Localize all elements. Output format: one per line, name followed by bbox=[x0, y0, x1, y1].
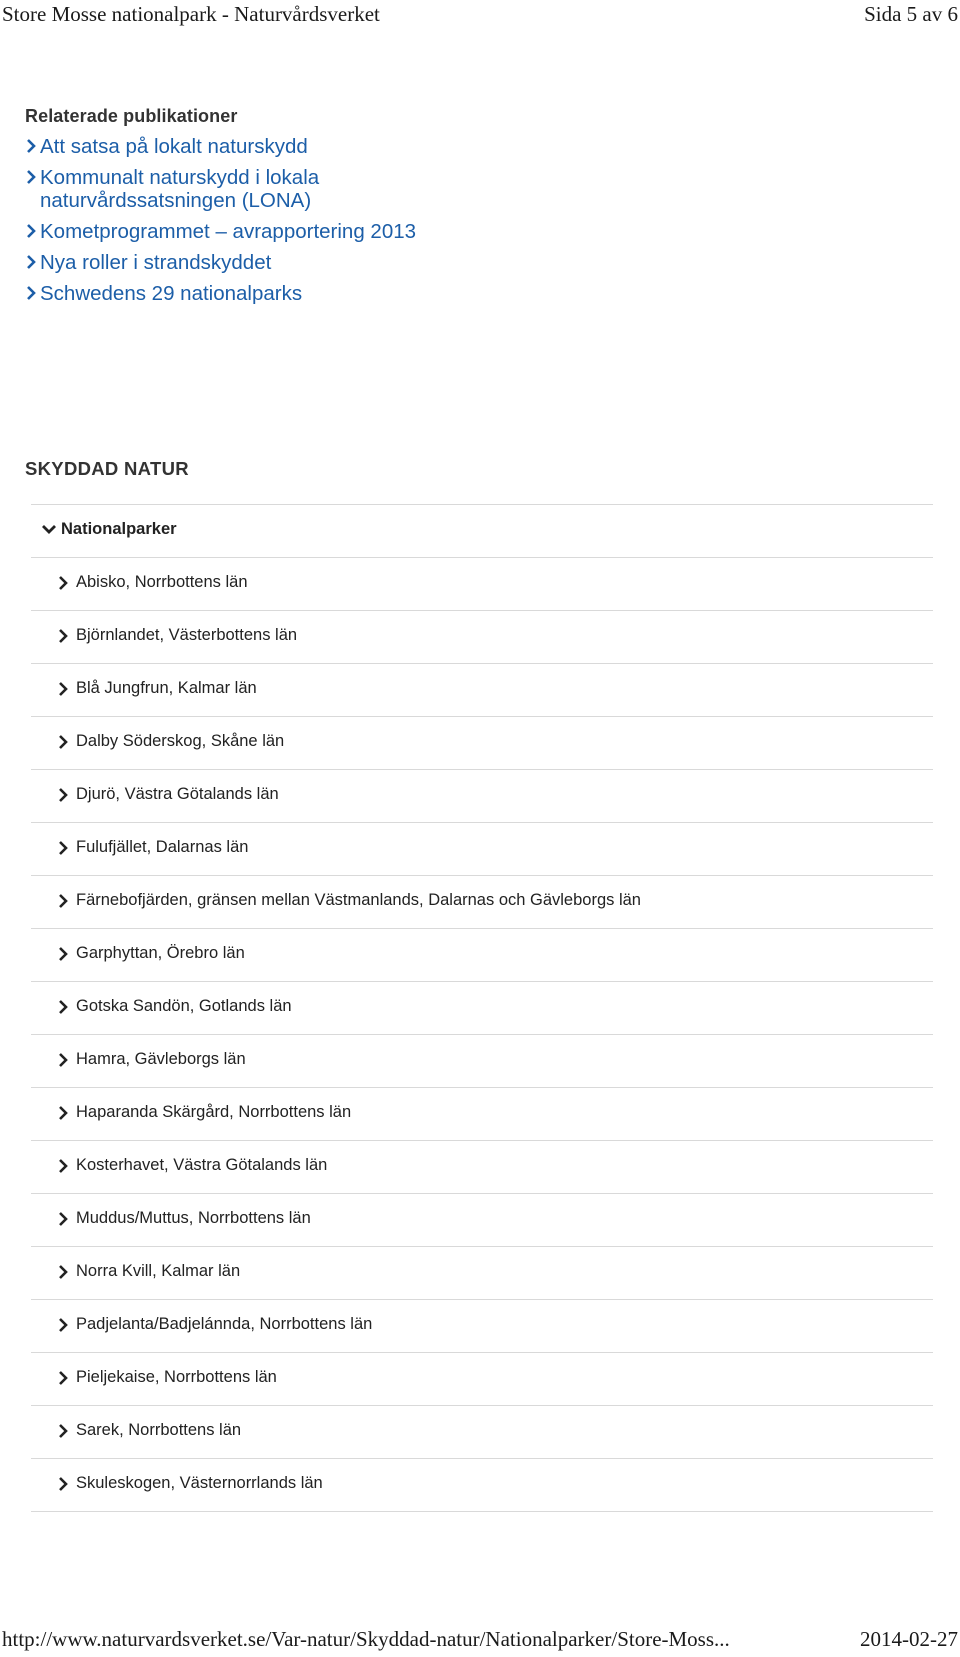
page-url: http://www.naturvardsverket.se/Var-natur/Skyddad-natur/Nationalparker/Store-Moss... bbox=[2, 1627, 730, 1651]
related-publication-link[interactable]: Schwedens 29 nationalparks bbox=[40, 282, 303, 305]
nav-subitem[interactable] bbox=[31, 1247, 933, 1300]
nav-subitem-label: Muddus/Muttus, Norrbottens län bbox=[76, 1209, 311, 1227]
nav-subitem[interactable] bbox=[31, 1406, 933, 1459]
chevron-right-icon bbox=[58, 1158, 68, 1174]
chevron-right-icon bbox=[58, 999, 68, 1015]
chevron-right-icon bbox=[58, 1052, 68, 1068]
nav-subitem[interactable] bbox=[31, 770, 933, 823]
nav-subitem[interactable] bbox=[31, 1141, 933, 1194]
nav-subitem[interactable] bbox=[31, 1300, 933, 1353]
print-footer bbox=[2, 1627, 958, 1655]
nav-subitem-label: Hamra, Gävleborgs län bbox=[76, 1050, 246, 1068]
related-publications-heading: Relaterade publikationer bbox=[25, 106, 238, 126]
chevron-right-icon bbox=[25, 169, 37, 185]
national-parks-list bbox=[31, 558, 933, 1512]
nav-item-nationalparker[interactable] bbox=[31, 505, 933, 558]
chevron-right-icon bbox=[58, 1264, 68, 1280]
related-publication-item[interactable] bbox=[25, 166, 525, 212]
chevron-right-icon bbox=[58, 1476, 68, 1492]
related-publication-link[interactable]: Kommunalt naturskydd i lokala naturvårdssatsningen (LONA) bbox=[40, 166, 320, 212]
nav-subitem-label: Färnebofjärden, gränsen mellan Västmanlands, Dalarnas och Gävleborgs län bbox=[76, 891, 641, 909]
nav-subitem[interactable] bbox=[31, 1088, 933, 1141]
related-publication-link[interactable]: Nya roller i strandskyddet bbox=[40, 251, 272, 274]
chevron-right-icon bbox=[58, 1423, 68, 1439]
chevron-right-icon bbox=[25, 254, 37, 270]
page-number: Sida 5 av 6 bbox=[864, 2, 958, 26]
chevron-right-icon bbox=[58, 1105, 68, 1121]
chevron-right-icon bbox=[58, 1317, 68, 1333]
nav-subitem-label: Dalby Söderskog, Skåne län bbox=[76, 732, 285, 750]
nav-subitem[interactable] bbox=[31, 1194, 933, 1247]
chevron-right-icon bbox=[58, 628, 68, 644]
nav-subitem-label: Kosterhavet, Västra Götalands län bbox=[76, 1156, 328, 1174]
nav-subitem-label: Sarek, Norrbottens län bbox=[76, 1421, 242, 1439]
nav-section-heading: SKYDDAD NATUR bbox=[25, 458, 189, 479]
chevron-right-icon bbox=[58, 1370, 68, 1386]
chevron-right-icon bbox=[25, 223, 37, 239]
chevron-right-icon bbox=[58, 1211, 68, 1227]
nav-subitem[interactable] bbox=[31, 876, 933, 929]
related-publication-item[interactable] bbox=[25, 135, 525, 158]
nav-subitem-label: Gotska Sandön, Gotlands län bbox=[76, 997, 292, 1015]
protected-nature-navigation bbox=[25, 458, 933, 1492]
nav-subitem-label: Fulufjället, Dalarnas län bbox=[76, 838, 249, 856]
related-publication-link[interactable]: Kometprogrammet – avrapportering 2013 bbox=[40, 220, 417, 243]
nav-subitem-label: Björnlandet, Västerbottens län bbox=[76, 626, 298, 644]
nav-subitem-label: Blå Jungfrun, Kalmar län bbox=[76, 679, 257, 697]
related-publications bbox=[25, 106, 525, 313]
related-publication-item[interactable] bbox=[25, 251, 525, 274]
nav-subitem[interactable] bbox=[31, 611, 933, 664]
nav-subitem-label: Garphyttan, Örebro län bbox=[76, 944, 245, 962]
chevron-right-icon bbox=[58, 575, 68, 591]
nav-subitem-label: Skuleskogen, Västernorrlands län bbox=[76, 1474, 323, 1492]
related-publication-item[interactable] bbox=[25, 282, 525, 305]
chevron-down-icon bbox=[41, 523, 57, 535]
nav-subitem[interactable] bbox=[31, 1353, 933, 1406]
related-publication-item[interactable] bbox=[25, 220, 525, 243]
chevron-right-icon bbox=[25, 138, 37, 154]
chevron-right-icon bbox=[58, 681, 68, 697]
nav-item-label: Nationalparker bbox=[61, 520, 177, 538]
nav-subitem[interactable] bbox=[31, 982, 933, 1035]
nav-subitem-label: Norra Kvill, Kalmar län bbox=[76, 1262, 241, 1280]
chevron-right-icon bbox=[25, 285, 37, 301]
nav-subitem-label: Haparanda Skärgård, Norrbottens län bbox=[76, 1103, 352, 1121]
related-publications-list bbox=[25, 135, 525, 305]
chevron-right-icon bbox=[58, 946, 68, 962]
print-header bbox=[2, 0, 958, 28]
nav-subitem[interactable] bbox=[31, 558, 933, 611]
nav-subitem[interactable] bbox=[31, 1035, 933, 1088]
print-date: 2014-02-27 bbox=[860, 1627, 958, 1651]
nav-subitem[interactable] bbox=[31, 823, 933, 876]
chevron-right-icon bbox=[58, 893, 68, 909]
chevron-right-icon bbox=[58, 787, 68, 803]
nav-subitem[interactable] bbox=[31, 1459, 933, 1512]
chevron-right-icon bbox=[58, 840, 68, 856]
nav-subitem-label: Padjelanta/Badjelánnda, Norrbottens län bbox=[76, 1315, 373, 1333]
related-publication-link[interactable]: Att satsa på lokalt naturskydd bbox=[40, 135, 308, 158]
nav-subitem[interactable] bbox=[31, 929, 933, 982]
document-title: Store Mosse nationalpark - Naturvårdsverket bbox=[2, 2, 380, 26]
nav-subitem-label: Abisko, Norrbottens län bbox=[76, 573, 248, 591]
nav-subitem-label: Pieljekaise, Norrbottens län bbox=[76, 1368, 277, 1386]
nav-tree bbox=[31, 504, 933, 1512]
nav-subitem[interactable] bbox=[31, 664, 933, 717]
nav-subitem[interactable] bbox=[31, 717, 933, 770]
chevron-right-icon bbox=[58, 734, 68, 750]
nav-subitem-label: Djurö, Västra Götalands län bbox=[76, 785, 279, 803]
